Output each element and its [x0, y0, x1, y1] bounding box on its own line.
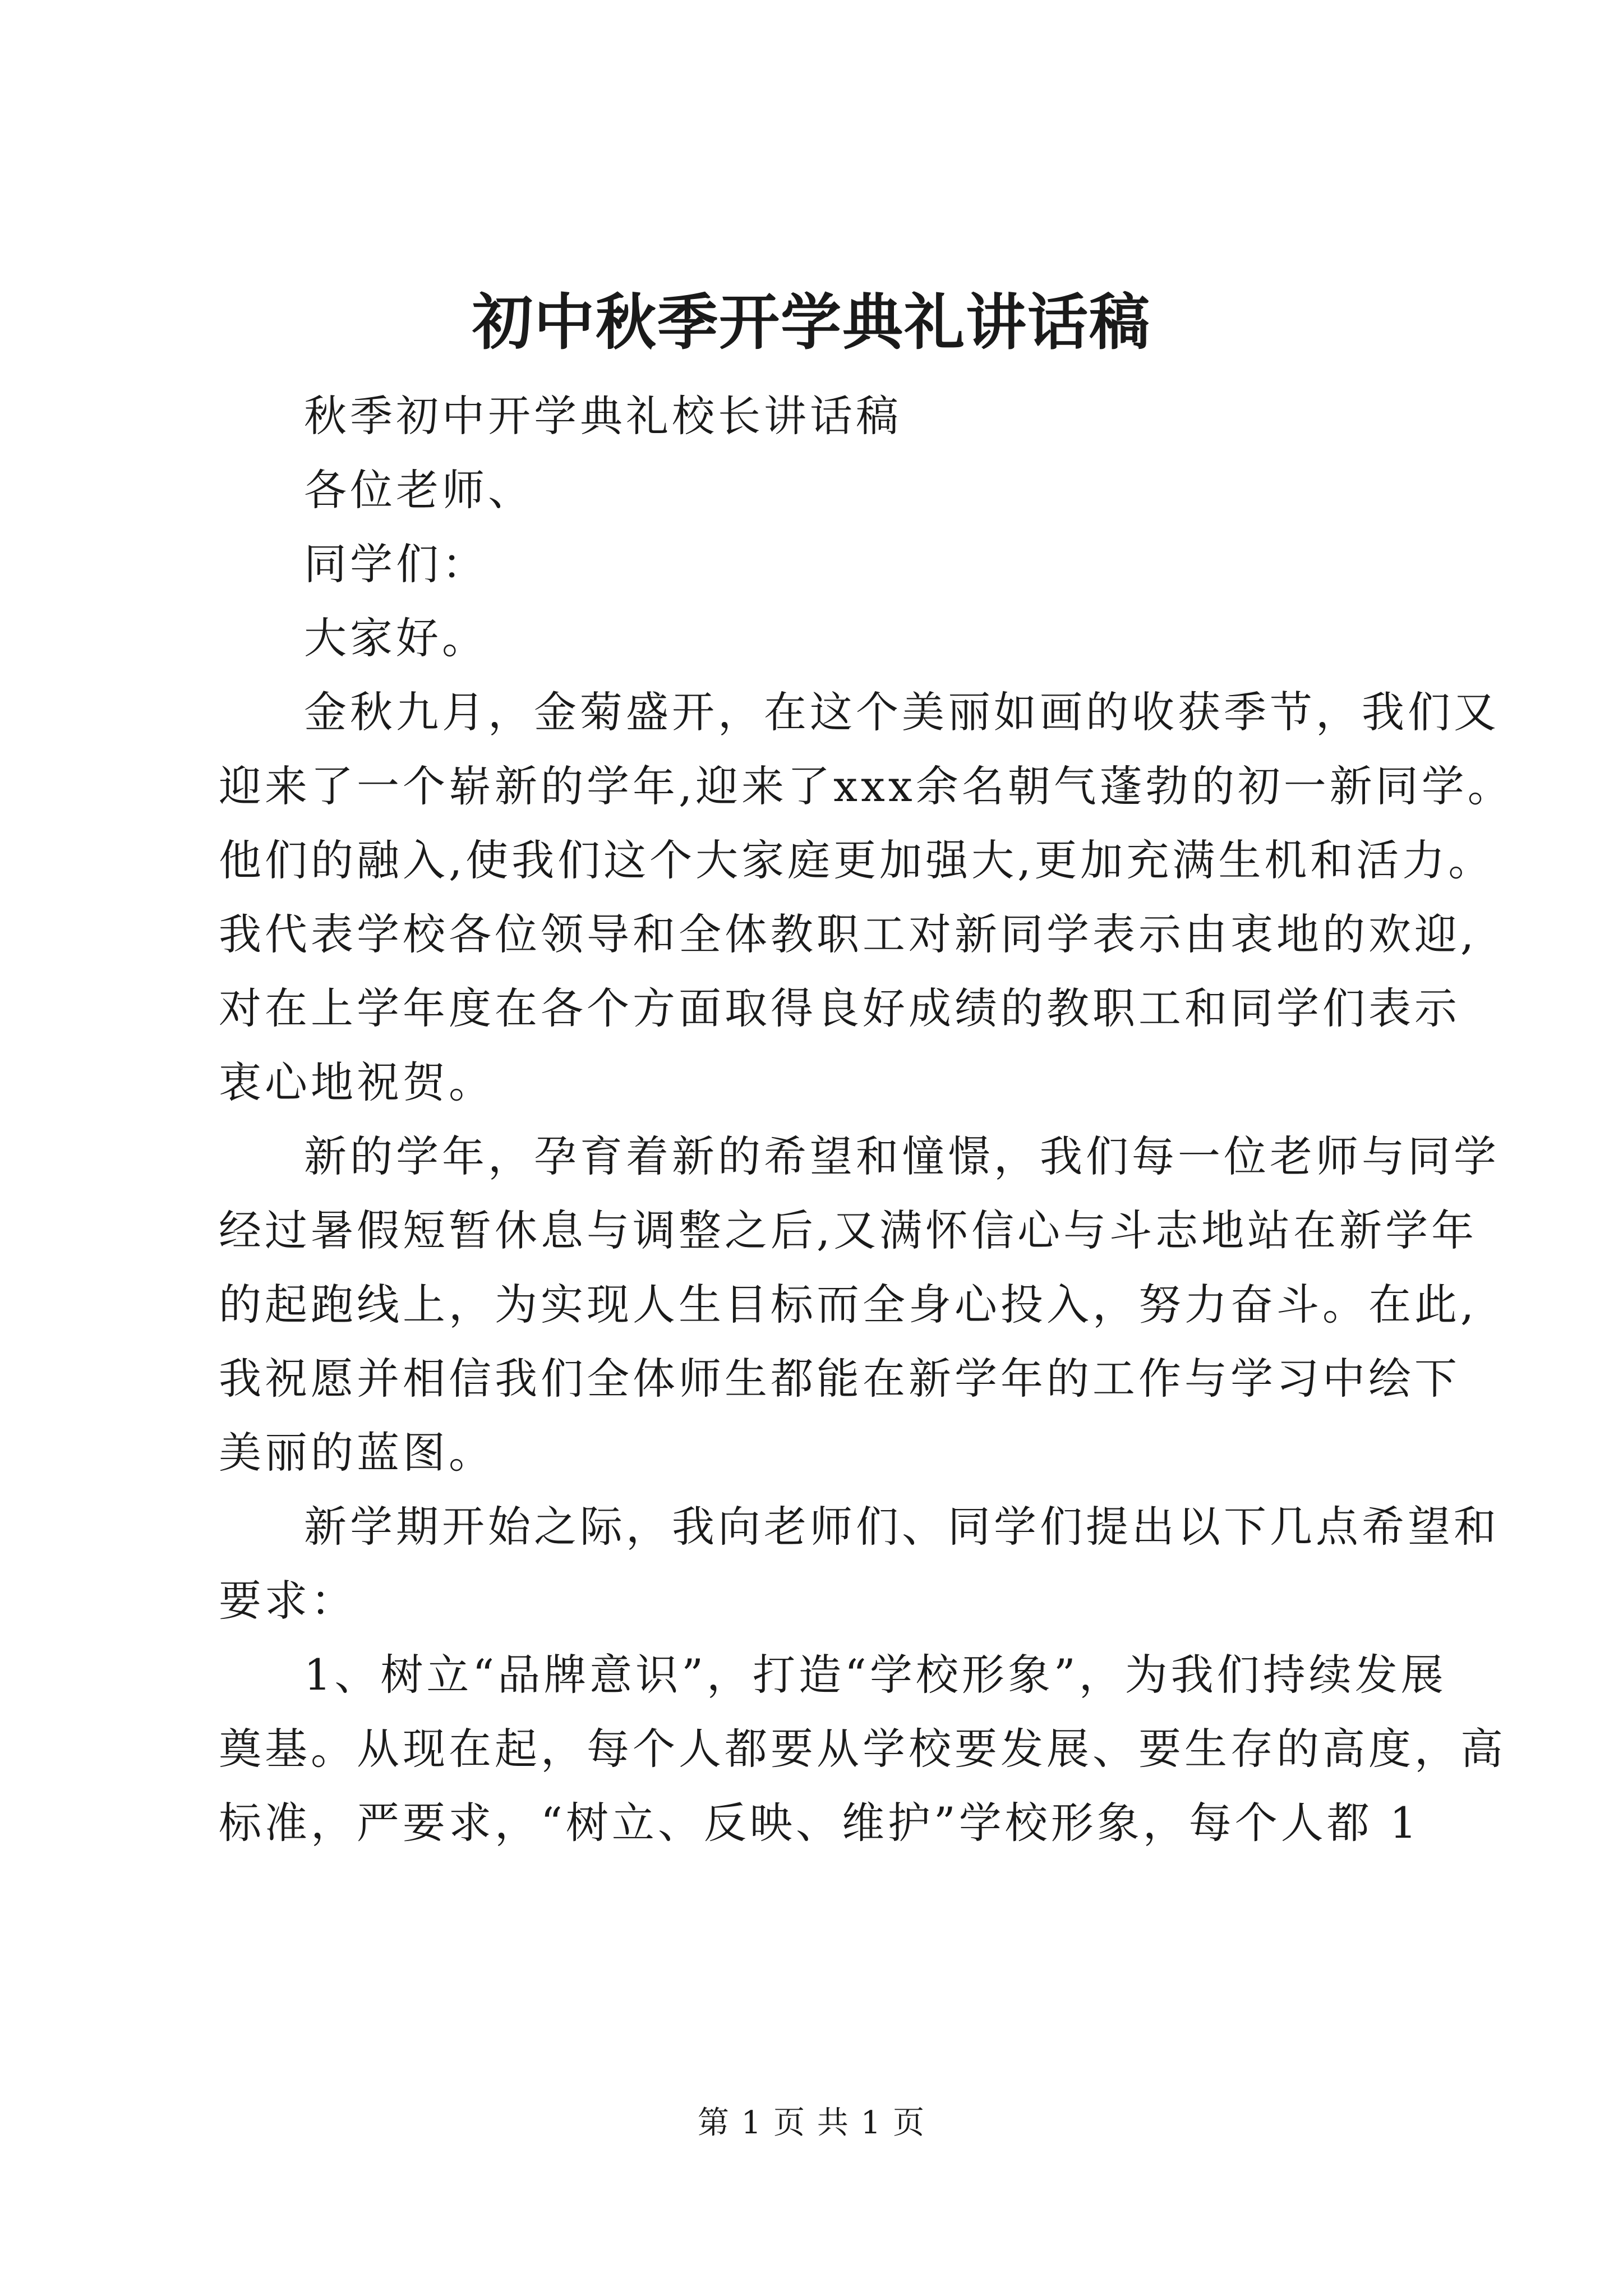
- paragraph-line: 对在上学年度在各个方面取得良好成绩的教职工和同学们表示: [219, 983, 1460, 1033]
- paragraph-line: 1、树立“品牌意识”，打造“学校形象”，为我们持续发展: [304, 1650, 1447, 1700]
- subtitle: 秋季初中开学典礼校长讲话稿: [304, 391, 902, 441]
- paragraph-point-1: [219, 1638, 1506, 1860]
- greeting-students: 同学们：: [304, 539, 488, 589]
- paragraph-line: 新的学年，孕育着新的希望和憧憬，我们每一位老师与同学: [304, 1131, 1500, 1181]
- paragraph-line: 的起跑线上，为实现人生目标而全身心投入，努力奋斗。在此,: [219, 1280, 1478, 1329]
- paragraph-welcome: [219, 675, 1514, 1120]
- greeting-teachers: 各位老师、: [304, 465, 534, 515]
- page-number-footer: 第 1 页 共 1 页: [697, 2105, 926, 2141]
- paragraph-requirements-intro: [219, 1490, 1500, 1638]
- paragraph-line: 要求：: [219, 1576, 357, 1626]
- paragraph-line: 迎来了一个崭新的学年,迎来了xxx余名朝气蓬勃的初一新同学。: [219, 761, 1514, 811]
- paragraph-line: 他们的融入,使我们这个大家庭更加强大,更加充满生机和活力。: [219, 835, 1495, 885]
- document-body: [219, 379, 1514, 1860]
- paragraph-line: 金秋九月，金菊盛开，在这个美丽如画的收获季节，我们又: [304, 687, 1500, 737]
- paragraph-line: 衷心地祝贺。: [219, 1057, 495, 1107]
- greeting-hello: 大家好。: [304, 613, 488, 663]
- paragraph-line: 奠基。从现在起，每个人都要从学校要发展、要生存的高度，高: [219, 1724, 1506, 1774]
- paragraph-line: 经过暑假短暂休息与调整之后,又满怀信心与斗志地站在新学年: [219, 1205, 1478, 1255]
- paragraph-line: 新学期开始之际，我向老师们、同学们提出以下几点希望和: [304, 1502, 1500, 1552]
- paragraph-new-year: [219, 1120, 1500, 1490]
- paragraph-line: 标准，严要求，“树立、反映、维护”学校形象，每个人都 1: [219, 1798, 1421, 1848]
- paragraph-line: 美丽的蓝图。: [219, 1428, 495, 1478]
- paragraph-line: 我代表学校各位领导和全体教职工对新同学表示由衷地的欢迎,: [219, 909, 1478, 959]
- paragraph-line: 我祝愿并相信我们全体师生都能在新学年的工作与学习中绘下: [219, 1354, 1460, 1404]
- document-title: 初中秋季开学典礼讲话稿: [472, 287, 1151, 358]
